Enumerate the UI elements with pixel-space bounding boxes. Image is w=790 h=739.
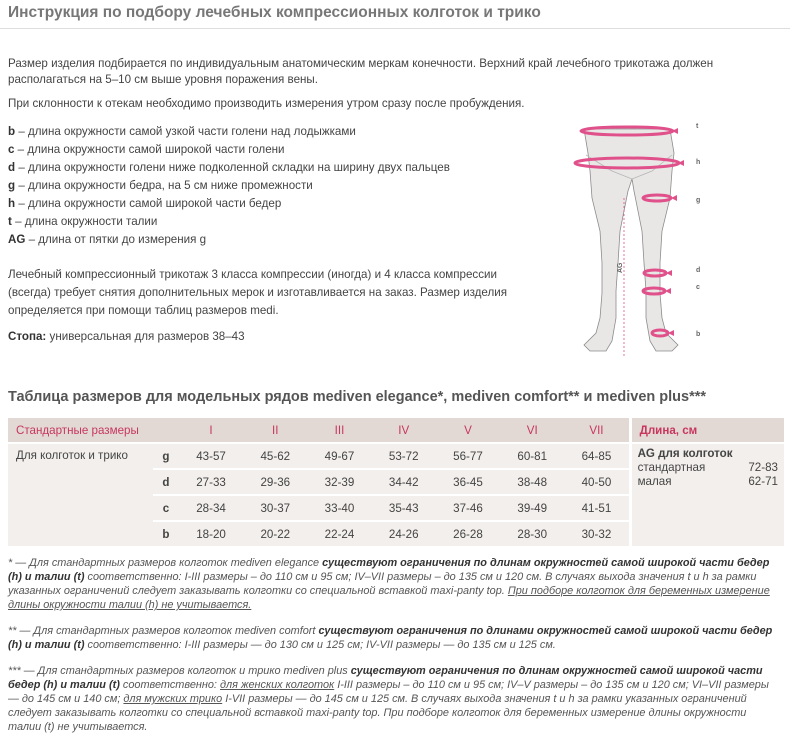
table-cell: 38-48 [500, 468, 564, 494]
footnote-link[interactable]: для мужских трико [123, 693, 223, 705]
table-row [8, 442, 784, 468]
table-cell: 18-20 [179, 520, 243, 546]
edema-note: При склонности к отекам необходимо производить измерения утром сразу после пробуждения. [8, 97, 525, 110]
table-cell: 49-67 [307, 442, 371, 468]
table-cell: 43-57 [179, 442, 243, 468]
svg-text:d: d [696, 267, 701, 274]
size-header: III [307, 418, 371, 442]
measurement-definitions [8, 123, 450, 249]
standard-sizes-header: Стандартные размеры [8, 418, 179, 442]
table-cell: 41-51 [564, 494, 628, 520]
table-cell: 28-34 [179, 494, 243, 520]
intro-paragraph: Размер изделия подбирается по индивидуальным анатомическим меркам конечности. Верхний край лечебного трикотажа должен располагаться на 5–10 см выше уровня поражения вены. [8, 57, 714, 86]
size-header: V [436, 418, 500, 442]
definition-item: b – длина окружности самой узкой части голени над лодыжками [8, 125, 356, 138]
definition-item: c – длина окружности самой широкой части голени [8, 143, 285, 156]
table-cell: 30-37 [243, 494, 307, 520]
legs-measurement-diagram [562, 113, 712, 365]
length-cell [629, 442, 784, 546]
measure-label: g [153, 442, 179, 468]
length-header: Длина, см [629, 418, 784, 442]
table-cell: 28-30 [500, 520, 564, 546]
table-cell: 36-45 [436, 468, 500, 494]
size-header: VII [564, 418, 628, 442]
size-header: I [179, 418, 243, 442]
page-title: Инструкция по подбору лечебных компрессионных колготок и трико [8, 4, 541, 21]
svg-text:AG: AG [617, 262, 624, 273]
table-cell: 22-24 [307, 520, 371, 546]
table-cell: 33-40 [307, 494, 371, 520]
table-cell: 20-22 [243, 520, 307, 546]
definition-item: AG – длина от пятки до измерения g [8, 233, 207, 246]
table-cell: 27-33 [179, 468, 243, 494]
size-header: II [243, 418, 307, 442]
compression-class-note: Лечебный компрессионный трикотаж 3 класса компрессии (иногда) и 4 класса компрессии (всегда) требует снятия дополнительных мерок и изготавливается на заказ. Размер изделия определяется при помощи таблиц размеров medi. [8, 268, 507, 317]
table-cell: 35-43 [372, 494, 436, 520]
size-table [8, 418, 784, 546]
table-cell: 24-26 [372, 520, 436, 546]
table-cell: 45-62 [243, 442, 307, 468]
table-cell: 64-85 [564, 442, 628, 468]
table-cell: 26-28 [436, 520, 500, 546]
table-cell: 32-39 [307, 468, 371, 494]
size-table-header [8, 418, 784, 442]
svg-text:h: h [696, 159, 701, 166]
definition-item: d – длина окружности голени ниже подколенной складки на ширину двух пальцев [8, 161, 450, 174]
size-header: VI [500, 418, 564, 442]
length-standard: стандартная 72-83 [637, 461, 778, 474]
footnote-plus: *** — Для стандартных размеров колготок и трико mediven plus существуют ограничения по длинам окружностей самой широкой части бедер (h) и талии (t) соответственно: для женских колготок I-III размеры – до 110 см и 95 см; IV–V размеры – до 135 см и 120 см; VI–VII размеры — до 145 см и 140 см; для мужских трико I-VII размеры — до 145 см и 125 см. В случаях выхода значения t и h за рамки указанных ограничений следует заказывать колготки со специальной вставкой maxi-panty top. При подборе колготок для беременных измерение длины окружности талии (t) не учитывается. [8, 665, 769, 733]
table-cell: 56-77 [436, 442, 500, 468]
measure-label: d [153, 468, 179, 494]
table-cell: 40-50 [564, 468, 628, 494]
measure-label: b [153, 520, 179, 546]
footnote-elegance: * — Для стандартных размеров колготок mediven elegance существуют ограничения по длинам окружностей самой широкой части бедер (h) и талии (t) соответственно: I-III размеры – до 110 см и 95 см; IV–VII размеры – до 135 см и 120 см. В случаях выхода значения t и h за рамки указанных ограничений следует заказывать колготки со специальной вставкой maxi-panty top. При подборе колготок для беременных измерение длины окружности талии (h) не учитывается. [8, 557, 770, 611]
definition-item: g – длина окружности бедра, на 5 см ниже промежности [8, 179, 313, 192]
measure-label: c [153, 494, 179, 520]
svg-text:c: c [696, 284, 700, 291]
size-header: IV [372, 418, 436, 442]
definition-item: t – длина окружности талии [8, 215, 158, 228]
svg-text:t: t [696, 123, 699, 130]
table-cell: 60-81 [500, 442, 564, 468]
svg-text:g: g [696, 197, 701, 204]
foot-note: Стопа: универсальная для размеров 38–43 [8, 330, 245, 343]
table-cell: 39-49 [500, 494, 564, 520]
table-cell: 34-42 [372, 468, 436, 494]
svg-text:b: b [696, 331, 701, 338]
row-group-label: Для колготок и трико [8, 442, 153, 546]
table-cell: 53-72 [372, 442, 436, 468]
definition-item: h – длина окружности самой широкой части бедер [8, 197, 282, 210]
table-cell: 30-32 [564, 520, 628, 546]
footnote-comfort: ** — Для стандартных размеров колготок mediven comfort существуют ограничения по длинами окружностей самой широкой части бедер (h) и талии (t) соответственно: I-III размеры — до 130 см и 125 см; IV-VII размеры — до 135 см и 125 см. [8, 625, 773, 651]
length-short: малая 62-71 [637, 475, 778, 488]
length-title: AG для колготок [637, 447, 733, 460]
table-cell: 37-46 [436, 494, 500, 520]
table-cell: 29-36 [243, 468, 307, 494]
footnote-link[interactable]: При подборе колготок для беременных измерение длины окружности талии (h) не учитывается. [8, 585, 770, 611]
footnote-link[interactable]: для женских колготок [219, 679, 335, 691]
title-divider [0, 28, 790, 29]
size-table-heading: Таблица размеров для модельных рядов mediven elegance*, mediven comfort** и mediven plus*** [8, 389, 707, 405]
